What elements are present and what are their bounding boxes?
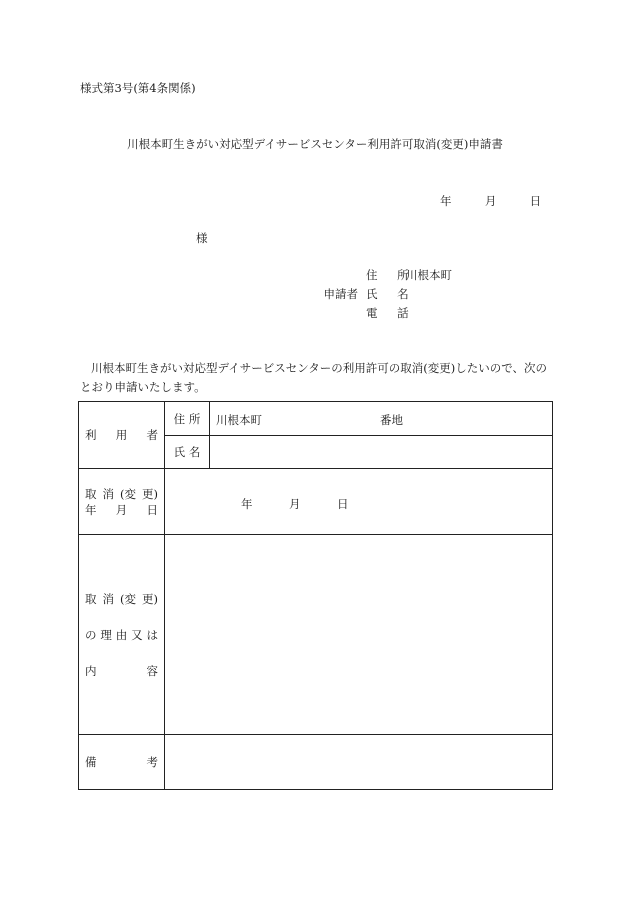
- remarks-label: 備 考: [85, 755, 158, 769]
- table-row-remarks: [79, 735, 553, 790]
- cancel-date-label-cell: [79, 469, 165, 535]
- reason-label-line2: の 理 由 又 は: [85, 627, 158, 642]
- form-number: 様式第3号(第4条関係): [80, 81, 196, 95]
- table-row-cancel-date: [79, 469, 553, 535]
- remarks-field[interactable]: [165, 735, 553, 790]
- applicant-group-label: 申請者: [323, 287, 358, 301]
- cancel-date-label-line1: 取 消 (変 更): [85, 486, 158, 501]
- reason-label-cell: [79, 535, 165, 735]
- applicant-block: [300, 266, 452, 323]
- reason-label-line3: 内 容: [85, 663, 158, 678]
- user-label-cell: [79, 402, 165, 469]
- cancel-date-label-line2: 年 月 日: [85, 502, 158, 517]
- applicant-name-label: 氏 名: [366, 287, 417, 301]
- addressee-suffix: 様: [196, 231, 208, 245]
- cancel-date-year: 年: [241, 497, 253, 511]
- address-banchi: 番地: [380, 413, 403, 427]
- name-field[interactable]: [210, 436, 553, 469]
- address-town: 川根本町: [216, 413, 262, 427]
- application-table: [78, 401, 553, 790]
- applicant-phone-label: 電 話: [366, 306, 417, 320]
- user-label: 利 用 者: [85, 428, 158, 442]
- name-label: 氏 名: [165, 436, 210, 469]
- address-field[interactable]: [210, 402, 553, 436]
- cancel-date-field[interactable]: [165, 469, 553, 535]
- header-date-month: 月: [484, 194, 497, 208]
- table-row-reason: [79, 535, 553, 735]
- intro-text: 川根本町生きがい対応型デイサービスセンターの利用許可の取消(変更)したいので、次のとおり申請いたします。: [80, 361, 547, 394]
- address-label: 住 所: [165, 402, 210, 436]
- remarks-label-cell: [79, 735, 165, 790]
- cancel-date-month: 月: [289, 497, 301, 511]
- reason-label-line1: 取 消 (変 更): [85, 591, 158, 606]
- cancel-date-day: 日: [337, 497, 349, 511]
- header-date-day: 日: [529, 194, 542, 208]
- document-title: 川根本町生きがい対応型デイサービスセンター利用許可取消(変更)申請書: [127, 137, 503, 151]
- header-date: [440, 193, 541, 209]
- applicant-address-label: 住 所: [366, 268, 417, 282]
- table-row-user-address: [79, 402, 553, 436]
- applicant-address-value: 川根本町: [406, 268, 452, 282]
- reason-field[interactable]: [165, 535, 553, 735]
- header-date-year: 年: [440, 194, 452, 208]
